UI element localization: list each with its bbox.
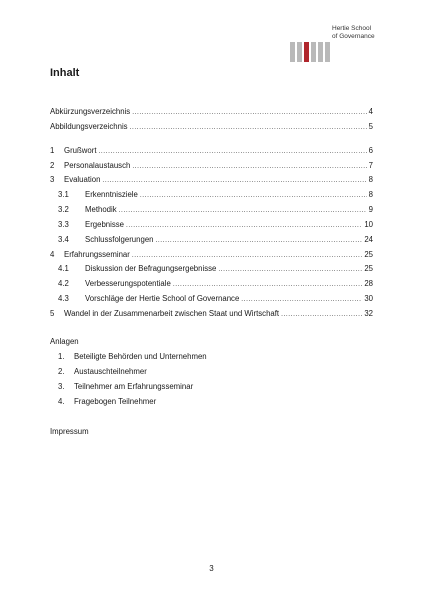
toc-entry-page: 32 (364, 309, 373, 318)
toc-entry-title: Abkürzungsverzeichnis (50, 107, 131, 116)
toc-leader-dots (173, 279, 362, 290)
logo-line-2: of Governance (332, 33, 375, 40)
toc-entry-number: 3.2 (58, 205, 69, 214)
toc-entry-title: Diskussion der Befragungsergebnisse (85, 264, 217, 273)
annex-item-text: Fragebogen Teilnehmer (74, 397, 157, 406)
toc-entry[interactable] (50, 160, 373, 171)
toc-entry-page: 8 (368, 175, 373, 184)
annex-item-number: 3. (58, 382, 65, 391)
toc-entry-page: 4 (368, 107, 373, 116)
toc-entry-number: 3.3 (58, 220, 69, 229)
toc-entry-title: Erkenntnisziele (85, 190, 138, 199)
toc-subentry[interactable] (58, 293, 373, 304)
toc-subentry[interactable] (58, 278, 373, 289)
page-heading: Inhalt (50, 67, 80, 79)
toc-entry-page: 25 (364, 264, 373, 273)
toc-entry-number: 4 (50, 250, 55, 259)
toc-entry-number: 1 (50, 146, 55, 155)
toc-leader-dots (130, 122, 367, 133)
toc-entry-page: 6 (368, 146, 373, 155)
toc-entry-number: 5 (50, 309, 55, 318)
toc-entry-number: 3.4 (58, 235, 69, 244)
toc-entry-number: 4.2 (58, 279, 69, 288)
toc-leader-dots (119, 205, 367, 216)
toc-entry-number: 4.3 (58, 294, 69, 303)
toc-leader-dots (281, 309, 362, 320)
toc-entry-number: 3.1 (58, 190, 69, 199)
annex-item-text: Austauschteilnehmer (74, 367, 147, 376)
toc-entry-page: 24 (364, 235, 373, 244)
toc-entry[interactable] (50, 308, 373, 319)
logo-line-1: Hertie School (332, 25, 372, 32)
toc-subentry[interactable] (58, 263, 373, 274)
toc-entry-page: 5 (368, 122, 373, 131)
toc-leader-dots (99, 146, 367, 157)
toc-entry-page: 8 (368, 190, 373, 199)
toc-subentry[interactable] (58, 234, 373, 245)
toc-leader-dots (156, 235, 363, 246)
toc-entry-page: 25 (364, 250, 373, 259)
toc-entry[interactable] (50, 249, 373, 260)
toc-entry-page: 9 (368, 205, 373, 214)
toc-entry[interactable] (50, 145, 373, 156)
hertie-school-logo (290, 20, 400, 70)
toc-entry-title: Evaluation (64, 175, 101, 184)
toc-entry-number: 4.1 (58, 264, 69, 273)
toc-leader-dots (218, 264, 362, 275)
toc-leader-dots (140, 190, 367, 201)
toc-leader-dots (126, 220, 362, 231)
toc-subentry[interactable] (58, 204, 373, 215)
impressum-link[interactable]: Impressum (50, 427, 89, 436)
toc-entry-title: Vorschläge der Hertie School of Governance (85, 294, 240, 303)
logo-text (332, 25, 375, 41)
toc-entry-title: Ergebnisse (85, 220, 125, 229)
toc-entry-title: Erfahrungsseminar (64, 250, 130, 259)
toc-entry[interactable] (50, 174, 373, 185)
toc-entry-title: Abbildungsverzeichnis (50, 122, 128, 131)
toc-entry[interactable] (50, 121, 373, 132)
toc-entry-title: Wandel in der Zusammenarbeit zwischen Staat und Wirtschaft (64, 309, 280, 318)
toc-leader-dots (132, 161, 366, 172)
toc-entry-number: 3 (50, 175, 55, 184)
toc-entry-title: Schlussfolgerungen (85, 235, 154, 244)
toc-leader-dots (102, 175, 366, 186)
annex-item-number: 4. (58, 397, 65, 406)
toc-entry-title: Methodik (85, 205, 117, 214)
toc-subentry[interactable] (58, 189, 373, 200)
toc-entry-title: Personalaustausch (64, 161, 131, 170)
toc-subentry[interactable] (58, 219, 373, 230)
toc-entry-page: 10 (364, 220, 373, 229)
annex-item-number: 2. (58, 367, 65, 376)
toc-entry-title: Grußwort (64, 146, 97, 155)
page-number: 3 (209, 564, 214, 573)
toc-entry-page: 28 (364, 279, 373, 288)
toc-entry-page: 30 (364, 294, 373, 303)
toc-entry-number: 2 (50, 161, 55, 170)
logo-mark-icon (290, 42, 330, 62)
toc-entry-page: 7 (368, 161, 373, 170)
toc-entry[interactable] (50, 106, 373, 117)
annex-heading: Anlagen (50, 337, 79, 346)
toc-leader-dots (241, 294, 362, 305)
toc-leader-dots (132, 107, 366, 118)
annex-item-text: Beteiligte Behörden und Unternehmen (74, 352, 207, 361)
annex-item-text: Teilnehmer am Erfahrungsseminar (74, 382, 194, 391)
annex-item-number: 1. (58, 352, 65, 361)
toc-leader-dots (132, 250, 362, 261)
toc-entry-title: Verbesserungspotentiale (85, 279, 171, 288)
